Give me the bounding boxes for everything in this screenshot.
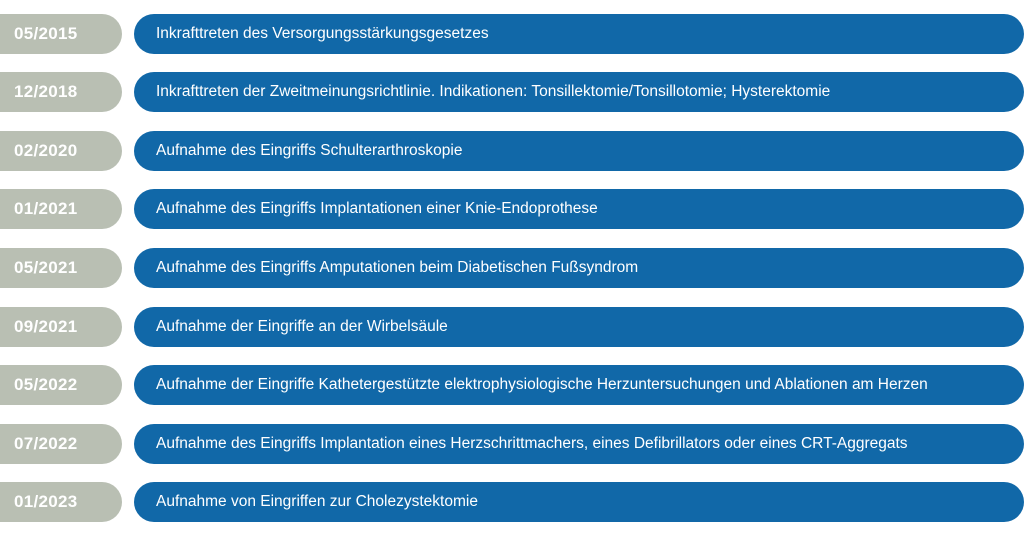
timeline-date-badge: 01/2023 bbox=[0, 482, 122, 522]
timeline-row bbox=[0, 479, 1024, 527]
timeline-date-badge: 05/2015 bbox=[0, 14, 122, 54]
timeline-date-badge: 02/2020 bbox=[0, 131, 122, 171]
timeline-date-badge: 07/2022 bbox=[0, 424, 122, 464]
timeline-row bbox=[0, 244, 1024, 292]
timeline-event-bar: Aufnahme der Eingriffe an der Wirbelsäule bbox=[134, 307, 1024, 347]
timeline-row bbox=[0, 10, 1024, 58]
timeline-date-badge: 05/2021 bbox=[0, 248, 122, 288]
timeline-event-bar: Aufnahme von Eingriffen zur Cholezystektomie bbox=[134, 482, 1024, 522]
timeline-event-bar: Aufnahme des Eingriffs Implantation eines Herzschrittmachers, eines Defibrillators oder eines CRT-Aggregats bbox=[134, 424, 1024, 464]
timeline-date-badge: 12/2018 bbox=[0, 72, 122, 112]
timeline-event-bar: Aufnahme des Eingriffs Schulterarthroskopie bbox=[134, 131, 1024, 171]
timeline-date-badge: 01/2021 bbox=[0, 189, 122, 229]
timeline-row bbox=[0, 303, 1024, 351]
timeline-event-bar: Aufnahme der Eingriffe Kathetergestützte elektrophysiologische Herzuntersuchungen und Ablationen am Herzen bbox=[134, 365, 1024, 405]
timeline-date-badge: 09/2021 bbox=[0, 307, 122, 347]
timeline-row bbox=[0, 361, 1024, 409]
timeline-row bbox=[0, 127, 1024, 175]
timeline-date-badge: 05/2022 bbox=[0, 365, 122, 405]
timeline-event-bar: Inkrafttreten des Versorgungsstärkungsgesetzes bbox=[134, 14, 1024, 54]
timeline-row bbox=[0, 186, 1024, 234]
timeline-row bbox=[0, 420, 1024, 468]
timeline-event-bar: Aufnahme des Eingriffs Amputationen beim Diabetischen Fußsyndrom bbox=[134, 248, 1024, 288]
timeline-event-bar: Inkrafttreten der Zweitmeinungsrichtlinie. Indikationen: Tonsillektomie/Tonsillotomie; Hysterektomie bbox=[134, 72, 1024, 112]
timeline-row bbox=[0, 69, 1024, 117]
timeline-event-bar: Aufnahme des Eingriffs Implantationen einer Knie-Endoprothese bbox=[134, 189, 1024, 229]
